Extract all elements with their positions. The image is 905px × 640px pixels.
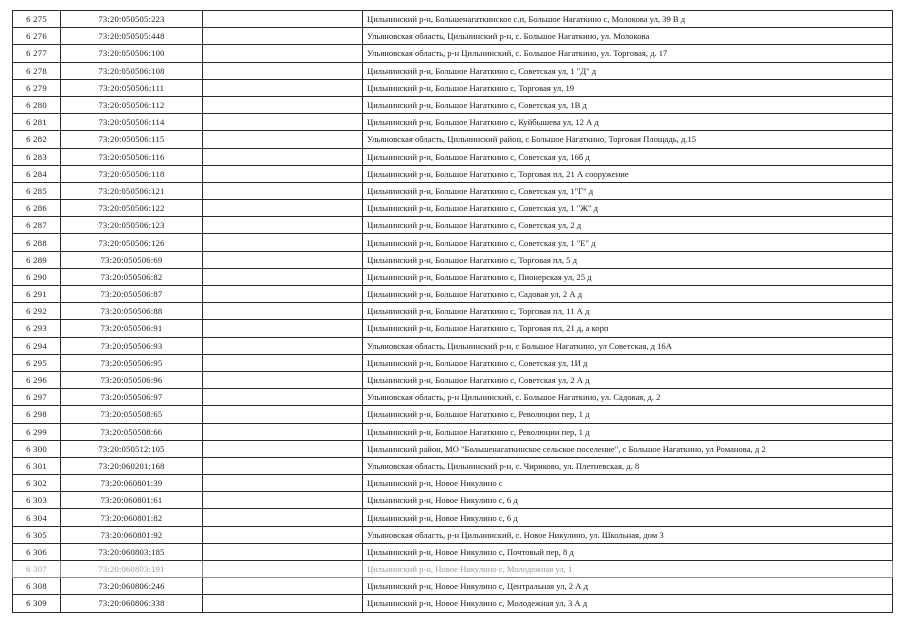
table-row [13,543,893,560]
cadastral-number-cell: 73:20:060806:246 [61,578,203,595]
row-number-cell: 6 306 [13,543,61,560]
row-number-cell: 6 305 [13,526,61,543]
cadastral-number-cell: 73:20:050506:91 [61,320,203,337]
address-cell: Цильнинский р-н, Большое Нагаткино с, Советская ул, 1 "Е" д [363,234,893,251]
address-cell: Цильнинский р-н, Большое Нагаткино с, Торговая пл, 21 д, а корп [363,320,893,337]
table-row [13,217,893,234]
cadastral-number-cell: 73:20:050506:121 [61,182,203,199]
address-cell: Цильнинский р-н, Новое Никулино с, 6 д [363,509,893,526]
empty-cell [203,28,363,45]
empty-cell [203,595,363,612]
address-cell: Цильнинский р-н, Большое Нагаткино с, Советская ул, 1 "Ж" д [363,200,893,217]
cadastral-number-cell: 73:20:060806:338 [61,595,203,612]
address-cell: Ульяновская область, р-н Цильнинский, с. Большое Нагаткино, ул. Садовая, д. 2 [363,389,893,406]
cadastral-number-cell: 73:20:050506:126 [61,234,203,251]
empty-cell [203,165,363,182]
empty-cell [203,131,363,148]
address-cell: Цильнинский р-н, Большое Нагаткино с, Торговая пл, 11 А д [363,303,893,320]
cadastral-number-cell: 73:20:050508:66 [61,423,203,440]
row-number-cell: 6 281 [13,114,61,131]
row-number-cell: 6 278 [13,62,61,79]
row-number-cell: 6 290 [13,268,61,285]
table-row [13,131,893,148]
empty-cell [203,286,363,303]
address-cell: Цильнинский р-н, Большое Нагаткино с, Революции пер, 1 д [363,423,893,440]
table-row [13,526,893,543]
cadastral-number-cell: 73:20:050506:123 [61,217,203,234]
address-cell: Цильнинский р-н, Большое Нагаткино с, Куйбышева ул, 12 А д [363,114,893,131]
address-cell: Цильнинский р-н, Большое Нагаткино с, Пионерская ул, 25 д [363,268,893,285]
address-cell: Цильнинский р-н, Большое Нагаткино с, Советская ул, 2 д [363,217,893,234]
cadastral-number-cell: 73:20:050506:108 [61,62,203,79]
address-cell: Цильнинский р-н, Большое Нагаткино с, Торговая пл, 21 А сооружение [363,165,893,182]
table-row [13,114,893,131]
address-cell: Ульяновская область, р-н Цильнинский, с. Новое Никулино, ул. Школьная, дом 3 [363,526,893,543]
address-cell: Ульяновская область, Цильнинский р-н, с Большое Нагаткино, ул Советская, д 16А [363,337,893,354]
cadastral-number-cell: 73:20:050506:112 [61,96,203,113]
table-row [13,337,893,354]
empty-cell [203,475,363,492]
empty-cell [203,114,363,131]
row-number-cell: 6 293 [13,320,61,337]
row-number-cell: 6 302 [13,475,61,492]
address-cell: Цильнинский р-н, Большое Нагаткино с, Советская ул, 1"Г" д [363,182,893,199]
empty-cell [203,354,363,371]
cadastral-number-cell: 73:20:050505:223 [61,11,203,28]
cadastral-number-cell: 73:20:060801:61 [61,492,203,509]
address-cell: Цильнинский р-н, Новое Никулино с, Молодежная ул, 1 [363,561,893,578]
row-number-cell: 6 275 [13,11,61,28]
empty-cell [203,45,363,62]
address-cell: Цильнинский р-н, Большенагаткинское с.п, Большое Нагаткино с, Молокова ул, 39 В д [363,11,893,28]
cadastral-number-cell: 73:20:050506:118 [61,165,203,182]
address-cell: Цильнинский р-н, Новое Никулино с, Центральная ул, 2 А д [363,578,893,595]
empty-cell [203,526,363,543]
cadastral-number-cell: 73:20:050512:105 [61,440,203,457]
row-number-cell: 6 282 [13,131,61,148]
row-number-cell: 6 297 [13,389,61,406]
empty-cell [203,11,363,28]
registry-table [12,10,893,613]
table-row [13,371,893,388]
row-number-cell: 6 280 [13,96,61,113]
table-row [13,406,893,423]
table-row [13,268,893,285]
address-cell: Цильнинский р-н, Большое Нагаткино с, Садовая ул, 2 А д [363,286,893,303]
row-number-cell: 6 298 [13,406,61,423]
address-cell: Цильнинский р-н, Большое Нагаткино с, Советская ул, 2 А д [363,371,893,388]
table-row [13,492,893,509]
table-row [13,96,893,113]
table-row [13,79,893,96]
empty-cell [203,406,363,423]
table-row [13,148,893,165]
row-number-cell: 6 283 [13,148,61,165]
empty-cell [203,423,363,440]
empty-cell [203,303,363,320]
row-number-cell: 6 288 [13,234,61,251]
empty-cell [203,200,363,217]
row-number-cell: 6 276 [13,28,61,45]
row-number-cell: 6 292 [13,303,61,320]
row-number-cell: 6 287 [13,217,61,234]
empty-cell [203,389,363,406]
table-row [13,389,893,406]
address-cell: Цильнинский район, МО "Большенагаткинское сельское поселение", с Большое Нагаткино, ул Романова, д 2 [363,440,893,457]
empty-cell [203,182,363,199]
address-cell: Цильнинский р-н, Большое Нагаткино с, Торговая ул, 19 [363,79,893,96]
empty-cell [203,440,363,457]
table-row [13,595,893,612]
cadastral-number-cell: 73:20:060803:191 [61,561,203,578]
cadastral-number-cell: 73:20:050506:96 [61,371,203,388]
row-number-cell: 6 294 [13,337,61,354]
cadastral-number-cell: 73:20:050506:88 [61,303,203,320]
table-row [13,354,893,371]
address-cell: Цильнинский р-н, Большое Нагаткино с, Советская ул, 1В д [363,96,893,113]
cadastral-number-cell: 73:20:050506:111 [61,79,203,96]
address-cell: Ульяновская область, Цильнинский р-н, с. Большое Нагаткино, ул. Молокова [363,28,893,45]
table-row [13,62,893,79]
row-number-cell: 6 296 [13,371,61,388]
address-cell: Цильнинский р-н, Новое Никулино с, Молодежная ул, 3 А д [363,595,893,612]
table-row [13,182,893,199]
cadastral-number-cell: 73:20:050505:448 [61,28,203,45]
row-number-cell: 6 279 [13,79,61,96]
cadastral-number-cell: 73:20:060803:185 [61,543,203,560]
table-row [13,578,893,595]
address-cell: Ульяновская область, р-н Цильнинский, с. Большое Нагаткино, ул. Торговая, д. 17 [363,45,893,62]
row-number-cell: 6 291 [13,286,61,303]
row-number-cell: 6 303 [13,492,61,509]
row-number-cell: 6 285 [13,182,61,199]
row-number-cell: 6 309 [13,595,61,612]
address-cell: Цильнинский р-н, Большое Нагаткино с, Советская ул, 16б д [363,148,893,165]
cadastral-number-cell: 73:20:060201:168 [61,457,203,474]
address-cell: Цильнинский р-н, Большое Нагаткино с, Торговая пл, 5 д [363,251,893,268]
address-cell: Цильнинский р-н, Большое Нагаткино с, Советская ул, 1 "Д" д [363,62,893,79]
table-row [13,45,893,62]
cadastral-number-cell: 73:20:060801:92 [61,526,203,543]
table-row [13,28,893,45]
cadastral-number-cell: 73:20:050506:97 [61,389,203,406]
address-cell: Цильнинский р-н, Новое Никулино с [363,475,893,492]
cadastral-number-cell: 73:20:060801:39 [61,475,203,492]
cadastral-number-cell: 73:20:050506:114 [61,114,203,131]
empty-cell [203,251,363,268]
row-number-cell: 6 304 [13,509,61,526]
row-number-cell: 6 299 [13,423,61,440]
address-cell: Цильнинский р-н, Новое Никулино с, Почтовый пер, 8 д [363,543,893,560]
address-cell: Цильнинский р-н, Большое Нагаткино с, Советская ул, 1И д [363,354,893,371]
row-number-cell: 6 277 [13,45,61,62]
empty-cell [203,148,363,165]
row-number-cell: 6 289 [13,251,61,268]
cadastral-number-cell: 73:20:050508:65 [61,406,203,423]
registry-sheet [12,10,892,613]
empty-cell [203,62,363,79]
row-number-cell: 6 300 [13,440,61,457]
table-row [13,251,893,268]
empty-cell [203,457,363,474]
table-row [13,303,893,320]
address-cell: Цильнинский р-н, Новое Никулино с, 6 д [363,492,893,509]
cadastral-number-cell: 73:20:050506:87 [61,286,203,303]
empty-cell [203,337,363,354]
table-row [13,11,893,28]
row-number-cell: 6 286 [13,200,61,217]
cadastral-number-cell: 73:20:050506:100 [61,45,203,62]
cadastral-number-cell: 73:20:050506:93 [61,337,203,354]
address-cell: Цильнинский р-н, Большое Нагаткино с, Революции пер, 1 д [363,406,893,423]
empty-cell [203,492,363,509]
empty-cell [203,234,363,251]
table-row [13,165,893,182]
row-number-cell: 6 284 [13,165,61,182]
empty-cell [203,96,363,113]
cadastral-number-cell: 73:20:050506:115 [61,131,203,148]
empty-cell [203,217,363,234]
table-row [13,320,893,337]
cadastral-number-cell: 73:20:050506:69 [61,251,203,268]
row-number-cell: 6 295 [13,354,61,371]
row-number-cell: 6 308 [13,578,61,595]
table-row [13,457,893,474]
address-cell: Ульяновская область, Цильнинский р-н, с. Чириково, ул. Плетневская, д. 8 [363,457,893,474]
registry-table-body [13,11,893,613]
empty-cell [203,561,363,578]
cadastral-number-cell: 73:20:060801:82 [61,509,203,526]
empty-cell [203,371,363,388]
empty-cell [203,79,363,96]
cadastral-number-cell: 73:20:050506:116 [61,148,203,165]
table-row [13,475,893,492]
cadastral-number-cell: 73:20:050506:82 [61,268,203,285]
cadastral-number-cell: 73:20:050506:95 [61,354,203,371]
table-row [13,561,893,578]
empty-cell [203,509,363,526]
empty-cell [203,268,363,285]
table-row [13,423,893,440]
empty-cell [203,320,363,337]
empty-cell [203,578,363,595]
empty-cell [203,543,363,560]
row-number-cell: 6 301 [13,457,61,474]
cadastral-number-cell: 73:20:050506:122 [61,200,203,217]
row-number-cell: 6 307 [13,561,61,578]
table-row [13,200,893,217]
table-row [13,234,893,251]
table-row [13,286,893,303]
table-row [13,440,893,457]
address-cell: Ульяновская область, Цильнинский район, с Большое Нагаткино, Торговая Площадь, д.15 [363,131,893,148]
table-row [13,509,893,526]
